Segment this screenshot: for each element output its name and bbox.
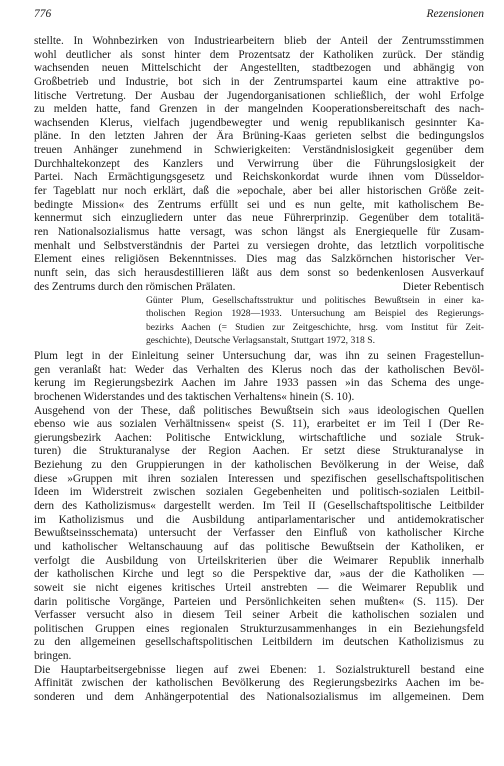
text-line: politischen Gruppen eines regionalen Strukturzusammenhanges in ein Beziehungsfeld: [34, 622, 484, 635]
text-line: Partei. Nach Ermächtigungsgesetz und Reichskonkordat wurde ihnen vom Düsseldor-: [34, 171, 484, 184]
biblio-line: Günter Plum, Gesellschaftsstruktur und politisches Bewußtsein in einer ka-: [146, 295, 484, 306]
text-line: des Zentrums durch den römischen Prälaten.: [34, 280, 236, 293]
text-line: Affinität zwischen der katholischen Bevölkerung des Regierungsbezirks Aachen im be-: [34, 677, 484, 690]
text-line: darin politische Vorgänge, Parteien und Persönlichkeiten sehen mußten« (S. 115). Der: [34, 595, 484, 608]
bibliographic-entry: [146, 294, 484, 348]
biblio-line: bezirks Aachen (= Studien zur Zeitgeschichte, hrsg. vom Institut für Zeit-: [146, 321, 484, 333]
text-line: bringen.: [34, 650, 72, 663]
running-header: [34, 8, 484, 24]
text-line: zu melden hatte, fand Grenzen in der mangelnden Kooperationsbereitschaft des nach-: [34, 103, 484, 116]
page-number: 776: [34, 8, 52, 20]
text-line: Bewußtseinsschemata) untersucht der Verfasser den Einfluß von katholischer Kirche: [34, 527, 484, 540]
text-line: stellte. In Wohnbezirken von Industriearbeitern blieb der Anteil der Zentrumsstimmen: [34, 35, 484, 47]
text-line: ebenso wie aus sozialen Verhältnissen« speist (S. 11), erarbeitet er im Teil I (Der Re-: [34, 418, 484, 431]
text-line: diese »Gruppen mit ihren sozialen Interessen und spezifischen gesellschaftspolitischen: [34, 472, 484, 485]
review-author: Dieter Rebentisch: [402, 280, 484, 293]
text-line: kerung im Regierungsbezirk Aachen im Jahre 1933 passen »in das Schema des unge-: [34, 377, 484, 390]
text-line: Plum legt in der Einleitung seiner Untersuchung dar, was ihn zu seinen Fragestellun-: [34, 350, 484, 362]
review-2-text: [34, 350, 484, 705]
text-line: Verfasser versucht also in diesem Teil seiner Arbeit die katholischen sozialen und: [34, 609, 484, 622]
text-line: Ideen im Widerstreit zwischen sozialen Gegebenheiten und politisch-sozialen Leitbil-: [34, 486, 484, 499]
text-line: turen) die Strukturanalyse der Region Aachen. Er setzt diese Strukturanalyse in: [34, 445, 484, 458]
text-line: verfolgt die Ausbildung von Urteilskriterien über die Weimarer Republik innerhalb: [34, 554, 484, 567]
text-line: gen veranlaßt hat: Weder das Verhalten des Klerus noch das der katholischen Bevöl-: [34, 363, 484, 376]
text-line: bedingte Mission« des Zentrums erfüllt sei und es nun gelte, mit katholischem Be-: [34, 198, 484, 211]
text-line: sonderen und dem Anhängerpotential des Nationalsozialismus im allgemeinen. Dem: [34, 691, 484, 704]
text-line: soweit sie nicht eigenes kritisches Urteil anstrebten — die Weimarer Republik und: [34, 581, 484, 594]
section-title: Rezensionen: [426, 8, 484, 20]
text-line: wachsenden Klerus, vielfach jugendbewegter und wenig republikanisch gesinnter Ka-: [34, 116, 484, 129]
text-line: Beziehung zu den Gruppierungen in der katholischen Bevölkerung in der Weise, daß: [34, 459, 484, 472]
text-line: litische Vertretung. Der Ausbau der Jugendorganisationen schließlich, der wohl Erfolge: [34, 89, 484, 102]
text-line: brochenen Widerstandes und des taktischen Verhaltens« hinein (S. 10).: [34, 390, 355, 403]
text-line: im Katholizismus und die Ausbildung antiparlamentarischer und antidemokratischer: [34, 513, 484, 526]
text-line: dern des Katholizismus« dargestellt werden. Im Teil II (Gesellschaftspolitische Leitbilder: [34, 500, 484, 513]
text-line: ren Nationalsozialismus hatte versagt, was schon längst als Energiequelle für Zusam-: [34, 225, 484, 238]
text-line: wohl deutlicher als sonst hinter dem Prozentsatz der Katholiken zurück. Der ständig: [34, 48, 484, 61]
review-1-text: [34, 35, 484, 294]
text-line: Ausgehend von der These, daß politisches Bewußtsein sich »aus ideologischen Quellen: [34, 404, 484, 417]
text-line: kennermut sich einzugliedern unter das neue Führerprinzip. Gegenüber dem totalitä-: [34, 212, 484, 225]
text-line: fer Tageblatt nur noch erklärt, daß die »epochale, aber bei aller historischen Größe zeit-: [34, 185, 484, 198]
biblio-line: tholischen Region 1928—1933. Untersuchung am Beispiel des Regierungs-: [146, 308, 484, 320]
text-line: pläne. In den letzten Jahren der Ära Brüning-Kaas gerieten selbst die bedingungslos: [34, 130, 484, 143]
text-line: Durchhaltekonzept des Kanzlers und Verwirrung über die Führungslosigkeit der: [34, 157, 484, 170]
text-line: treuen Anhänger zunehmend in Schwierigkeiten: Verständnislosigkeit gegenüber dem: [34, 144, 484, 157]
text-line: nunft sein, das sich herausdestillieren läßt aus dem sonst so bedenkenlosen Ausverkauf: [34, 266, 484, 279]
text-line: menhalt und Selbstverständnis der Partei zu versiegen drohte, das letztlich vorpolitische: [34, 239, 484, 252]
text-line: Die Hauptarbeitsergebnisse liegen auf zwei Ebenen: 1. Sozialstrukturell bestand eine: [34, 663, 484, 676]
closing-line: [34, 281, 484, 295]
text-line: zu den allgemeinen gesellschaftspolitischen Leitbildern im deutschen Katholizismus zu: [34, 636, 484, 649]
text-line: Großbetrieb und Industrie, bot sich in der Zentrumspartei kaum eine attraktive po-: [34, 75, 484, 88]
text-line: und katholischer Weltanschauung auf das politische Bewußtsein der Katholiken, er: [34, 540, 484, 553]
text-line: Element eines religiösen Bekenntnisses. Dies mag das Salzkörnchen historischer Ver-: [34, 253, 484, 266]
text-line: wachsenden neuen Mittelschicht der Angestellten, stadtbezogen und abhängig von: [34, 62, 484, 75]
text-line: gierungsbezirk Aachen: Politische Entwicklung, wirtschaftliche und soziale Struk-: [34, 431, 484, 444]
biblio-line: geschichte), Deutsche Verlagsanstalt, Stuttgart 1972, 318 S.: [146, 335, 375, 347]
text-line: der katholischen Kirche und legt so die Perspektive dar, »aus der die Katholiken —: [34, 568, 484, 581]
